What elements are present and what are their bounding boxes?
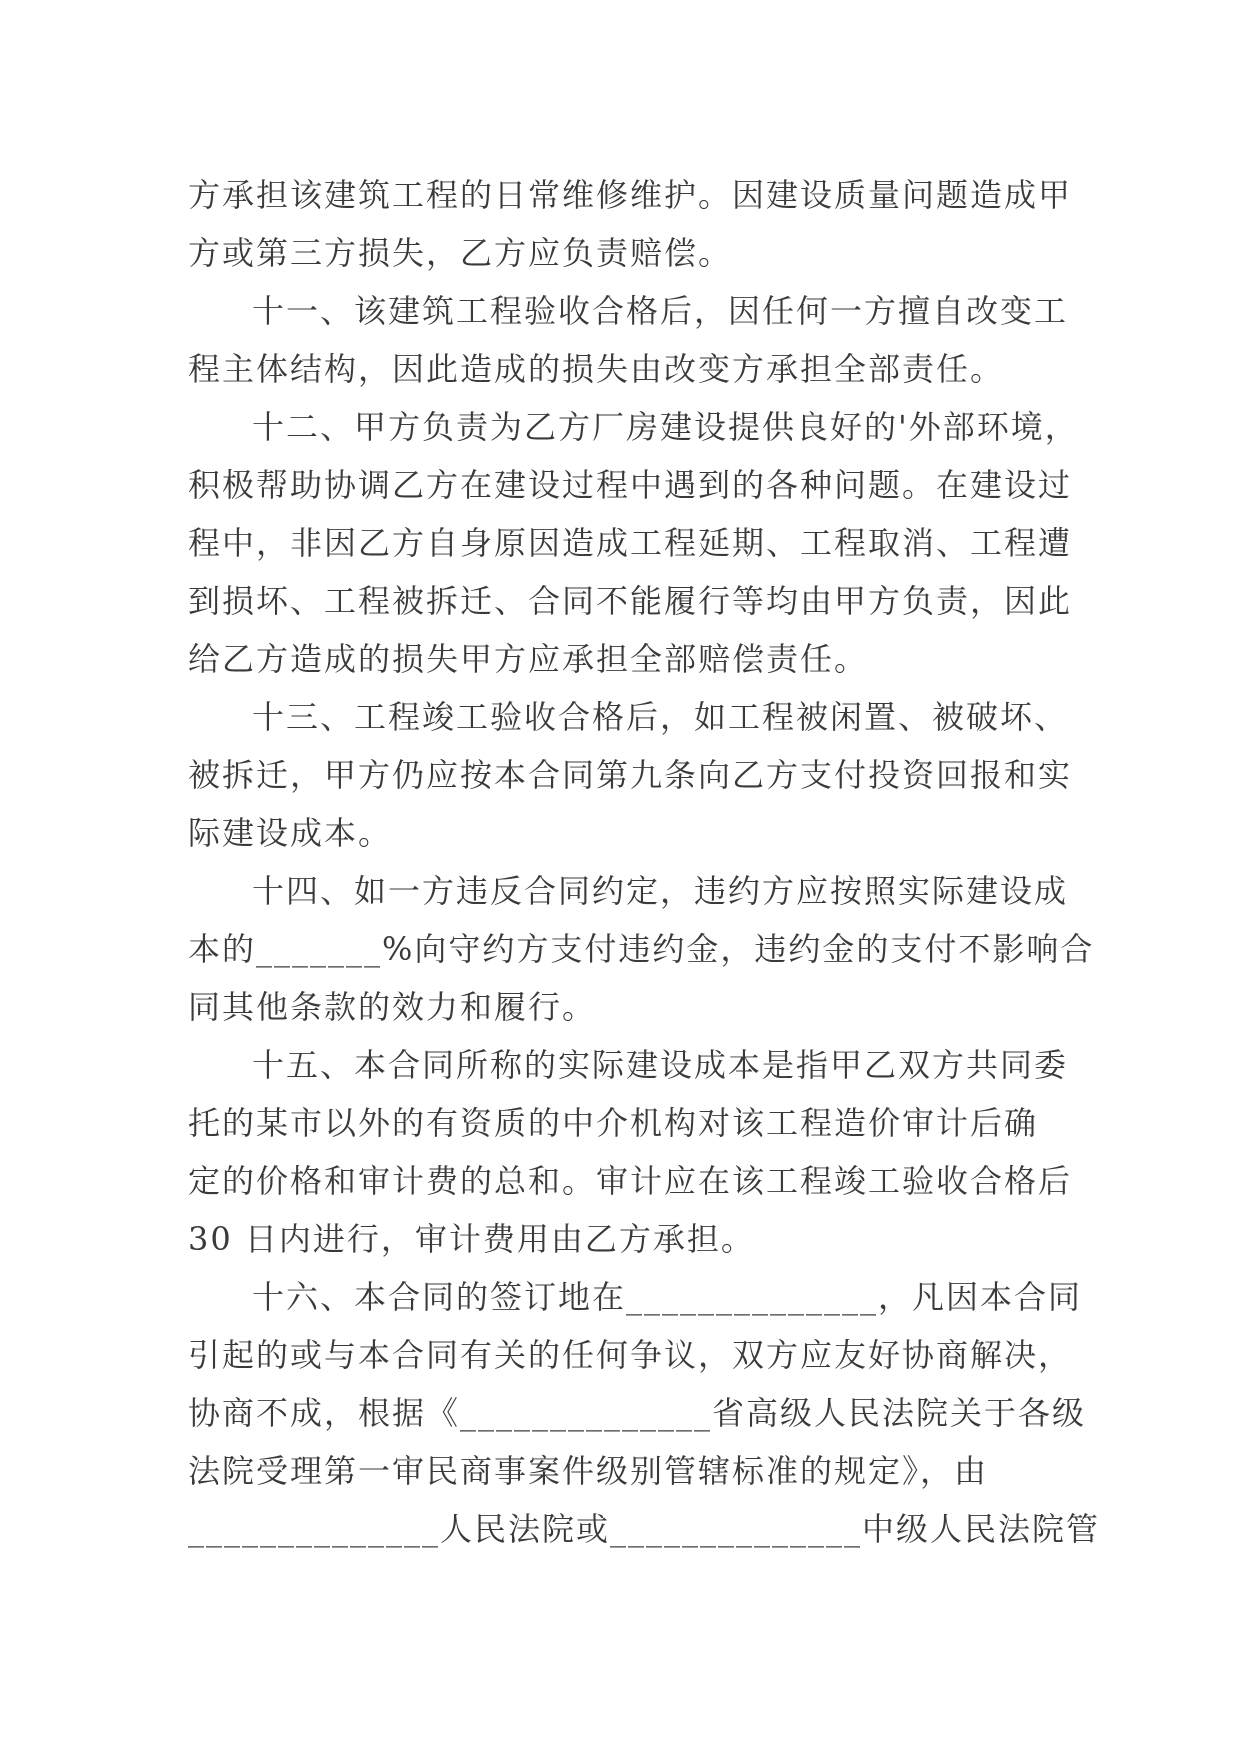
- text-line: 十四、如一方违反合同约定，违约方应按照实际建设成: [252, 872, 1069, 910]
- clause-15: [188, 1036, 1073, 1268]
- text-line: 到损坏、工程被拆迁、合同不能履行等均由甲方负责，因此: [188, 582, 1073, 620]
- text-line: 法院受理第一审民商事案件级别管辖标准的规定》，由: [188, 1452, 989, 1490]
- text-line: 同其他条款的效力和履行。: [188, 988, 597, 1026]
- clause-16: [188, 1268, 1101, 1558]
- clause-12: [188, 398, 1079, 688]
- text-line: 十一、该建筑工程验收合格后，因任何一方擅自改变工: [252, 292, 1069, 330]
- text-line: 十三、工程竣工验收合格后，如工程被闲置、被破坏、: [252, 698, 1069, 736]
- text-line: 十二、甲方负责为乙方厂房建设提供良好的'外部环境，: [252, 408, 1079, 446]
- text-line: 积极帮助协调乙方在建设过程中遇到的各种问题。在建设过: [188, 466, 1073, 504]
- text-line: 十五、本合同所称的实际建设成本是指甲乙双方共同委: [252, 1046, 1069, 1084]
- text-line: 方承担该建筑工程的日常维修维护。因建设质量问题造成甲: [188, 176, 1073, 214]
- text-line: 十六、本合同的签订地在______________，凡因本合同: [252, 1278, 1083, 1316]
- text-line: 本的_______%向守约方支付违约金，违约金的支付不影响合: [188, 930, 1095, 968]
- text-line: 方或第三方损失，乙方应负责赔偿。: [188, 234, 733, 272]
- clause-14: [188, 862, 1095, 1036]
- text-line: 程主体结构，因此造成的损失由改变方承担全部责任。: [188, 350, 1005, 388]
- text-line: 30 日内进行，审计费用由乙方承担。: [188, 1220, 755, 1258]
- text-line: 定的价格和审计费的总和。审计应在该工程竣工验收合格后: [188, 1162, 1073, 1200]
- document-body: [188, 166, 1101, 1558]
- text-line: 程中，非因乙方自身原因造成工程延期、工程取消、工程遭: [188, 524, 1073, 562]
- paragraph-continuation: [188, 166, 1073, 282]
- text-line: 托的某市以外的有资质的中介机构对该工程造价审计后确: [188, 1104, 1039, 1142]
- clause-11: [188, 282, 1069, 398]
- text-line: 被拆迁，甲方仍应按本合同第九条向乙方支付投资回报和实: [188, 756, 1073, 794]
- text-line: 际建设成本。: [188, 814, 393, 852]
- text-line: ______________人民法院或______________中级人民法院管: [188, 1510, 1101, 1548]
- text-line: 引起的或与本合同有关的任何争议，双方应友好协商解决，: [188, 1336, 1073, 1374]
- clause-13: [188, 688, 1073, 862]
- text-line: 给乙方造成的损失甲方应承担全部赔偿责任。: [188, 640, 869, 678]
- text-line: 协商不成，根据《______________省高级人民法院关于各级: [188, 1394, 1087, 1432]
